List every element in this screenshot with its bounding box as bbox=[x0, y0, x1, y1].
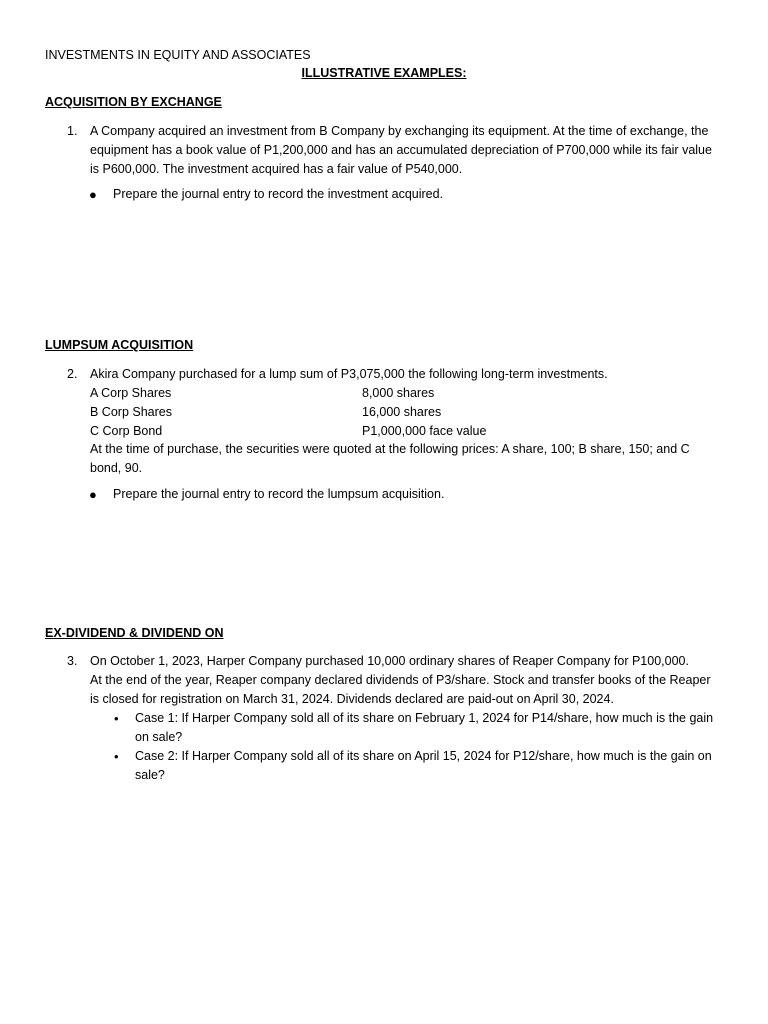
section-heading-acquisition-by-exchange: ACQUISITION BY EXCHANGE bbox=[45, 95, 222, 109]
problem-2-intro: Akira Company purchased for a lump sum of P3,075,000 the following long-term investments. bbox=[90, 367, 608, 381]
case-1-line-b: on sale? bbox=[135, 730, 183, 744]
section-heading-ex-dividend: EX-DIVIDEND & DIVIDEND ON bbox=[45, 626, 224, 640]
problem-3-line-1: On October 1, 2023, Harper Company purchased 10,000 ordinary shares of Reaper Company for P100,000. bbox=[90, 654, 689, 668]
holding-row-qty: 8,000 shares bbox=[362, 386, 435, 400]
item-number: 1. bbox=[67, 124, 78, 138]
bullet-icon: • bbox=[114, 711, 119, 726]
problem-2-task: Prepare the journal entry to record the lumpsum acquisition. bbox=[113, 487, 445, 501]
problem-2-line-b: bond, 90. bbox=[90, 461, 143, 475]
case-1-line-a: Case 1: If Harper Company sold all of its share on February 1, 2024 for P14/share, how much is the gain bbox=[135, 711, 714, 725]
bullet-icon: ● bbox=[89, 487, 97, 502]
document-title: INVESTMENTS IN EQUITY AND ASSOCIATES bbox=[45, 48, 311, 62]
problem-3-line-3: is closed for registration on March 31, 2024. Dividends declared are paid-out on April 30, 2024. bbox=[90, 692, 614, 706]
holding-row-qty: 16,000 shares bbox=[362, 405, 442, 419]
section-heading-lumpsum-acquisition: LUMPSUM ACQUISITION bbox=[45, 338, 194, 352]
document-subtitle bbox=[0, 64, 768, 83]
item-number: 3. bbox=[67, 654, 78, 668]
holding-row-name: C Corp Bond bbox=[90, 424, 163, 438]
problem-1-line-1: A Company acquired an investment from B Company by exchanging its equipment. At the time of exchange, the bbox=[90, 124, 709, 138]
bullet-icon: ● bbox=[89, 187, 97, 202]
holding-row-qty: P1,000,000 face value bbox=[362, 424, 487, 438]
problem-1-line-3: is P600,000. The investment acquired has a fair value of P540,000. bbox=[90, 162, 463, 176]
holding-row-name: B Corp Shares bbox=[90, 405, 172, 419]
bullet-icon: • bbox=[114, 749, 119, 764]
case-2-line-b: sale? bbox=[135, 768, 165, 782]
problem-3-line-2: At the end of the year, Reaper company declared dividends of P3/share. Stock and transfer books of the Reaper bbox=[90, 673, 711, 687]
item-number: 2. bbox=[67, 367, 78, 381]
problem-2-line-a: At the time of purchase, the securities were quoted at the following prices: A share, 100; B share, 150; and C bbox=[90, 442, 690, 456]
subtitle-text: ILLUSTRATIVE EXAMPLES: bbox=[301, 66, 467, 80]
problem-1-task: Prepare the journal entry to record the investment acquired. bbox=[113, 187, 444, 201]
holding-row-name: A Corp Shares bbox=[90, 386, 172, 400]
problem-1-line-2: equipment has a book value of P1,200,000 and has an accumulated depreciation of P700,000 while its fair value bbox=[90, 143, 712, 157]
case-2-line-a: Case 2: If Harper Company sold all of its share on April 15, 2024 for P12/share, how much is the gain on bbox=[135, 749, 712, 763]
